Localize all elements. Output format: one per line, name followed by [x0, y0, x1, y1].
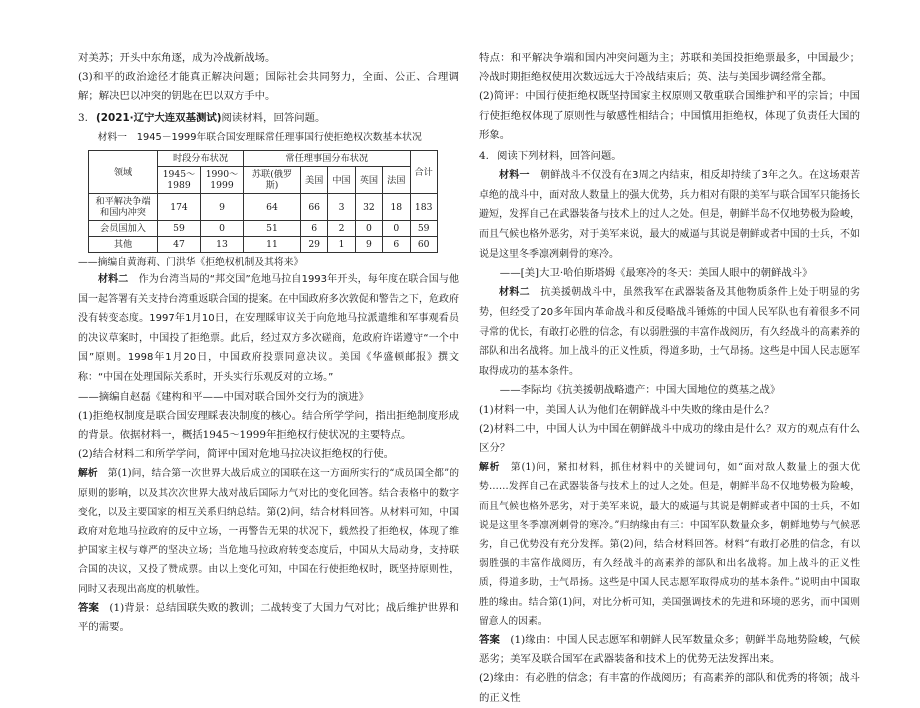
- answer-4: [479, 631, 860, 669]
- table-cell: 60: [410, 237, 437, 253]
- table-cell: 0: [201, 221, 244, 237]
- analysis-text: 第(1)问，紧扣材料，抓住材料中的关键词句，如“面对敌人数量上的强大优势……发挥自己在武器装备与技术上的过人之处。但是，朝鲜半岛不仅地势极为险峻，而且气候也格外恶劣，对于美军来说，最大的威逼与其说是朝鲜或者中国的士兵，不如说是这里冬季凛冽刺骨的寒冷。”归纳缘由有三：中国军队数量众多，朝鲜地势与气候恶劣，自己优势没有充分发挥。第(2)问，结合材料回答。材料“有敢打必胜的信念，有以弱胜强的丰富作战阅历，有久经战斗的高素养的部队和出名战将。加上战斗的正义性质，得道多助，士气昂扬。这些是中国人民志愿军取得成功的基本条件。”说明由中国取胜的缘由。结合第(1)问，对比分析可知，美国强调技术的先进和环境的恶劣，而中国则留意人的因素。: [479, 462, 861, 627]
- material-2: [479, 283, 860, 381]
- prev-answer-end: 对美苏；开头中东角逐，成为冷战新战场。: [78, 52, 276, 64]
- table-cell: 0: [383, 221, 410, 237]
- analysis-label: 解析: [479, 462, 501, 474]
- material-2: [78, 270, 459, 388]
- table-cell: 51: [244, 221, 301, 237]
- answer-text: (1)缘由：中国人民志愿军和朝鲜人民军数量众多；朝鲜半岛地势险峻，气候恶劣；美军及联合国军在武器装备和技术上的优势无法发挥出来。: [479, 634, 861, 666]
- table-cell: 174: [158, 194, 201, 221]
- material-1-text: 朝鲜战斗不仅没有在3周之内结束，相反却持续了3年之久。在这场艰苦卓绝的战斗中，面对敌人数量上的强大优势，兵力相对有限的美军与联合国军只能扬长避短，发挥自己在武器装备与技术上的过人之处。但是，朝鲜半岛不仅地势极为险峻，而且气候也格外恶劣，对于美军来说，最大的威逼与其说是朝鲜或者中国的士兵，不如说是这里冬季凛冽刺骨的寒冷。: [479, 170, 861, 260]
- th-period-1: 1945～1989: [158, 167, 201, 194]
- question-4-1: (1)材料一中，美国人认为他们在朝鲜战斗中失败的缘由是什么？: [479, 403, 775, 416]
- table-cell: 9: [201, 194, 244, 221]
- question-instruction: 阅读材料，回答问题。: [221, 111, 326, 124]
- analysis-label: 解析: [78, 468, 98, 480]
- left-column: [78, 0, 459, 637]
- material-2-label: 材料二: [499, 287, 530, 299]
- table-row: [89, 237, 438, 253]
- material-2-label: 材料二: [98, 274, 129, 286]
- question-number: 4.: [479, 150, 489, 163]
- material-2-source: ——摘编自赵磊《建构和平——中国对联合国外交行为的演进》: [78, 390, 369, 403]
- material-2-source: ——李际均《抗美援朝战略遗产：中国大国地位的奠基之战》: [499, 384, 781, 397]
- th-usa: 美国: [301, 167, 328, 194]
- question-number: 3.: [78, 111, 88, 124]
- row-label: 会员国加入: [89, 221, 158, 237]
- material-1: [479, 166, 860, 264]
- table-cell: 32: [355, 194, 382, 221]
- table-cell: 66: [301, 194, 328, 221]
- th-permanent: 常任理事国分布状况: [244, 151, 411, 167]
- row-label: 其他: [89, 237, 158, 253]
- table-cell: 47: [158, 237, 201, 253]
- th-soviet: 苏联(俄罗斯): [244, 167, 301, 194]
- row-label: 和平解决争端和国内冲突: [89, 194, 158, 221]
- question-instruction: 阅读下列材料，回答问题。: [497, 150, 622, 163]
- table-cell: 64: [244, 194, 301, 221]
- table-cell: 18: [383, 194, 410, 221]
- table-row: [89, 221, 438, 237]
- answer-label: 答案: [78, 601, 99, 614]
- right-column: [479, 0, 860, 708]
- table-cell: 3: [328, 194, 355, 221]
- material-2-text: 作为台湾当局的“邦交国”危地马拉自1993年开头，每年度在联合国与他国一起答署有关支持台湾重返联合国的提案。在中国政府多次敦促和警告之下，危政府没有转变态度。1997年1月10日，在安理睬审议关于向危地马拉派遣维和军事观看员的决议草案时，中国投了拒绝票。此后，经过双方多次磋商，危政府许诺遵守“一个中国”原则。1998年1月20日，中国政府投票同意决议。美国《华盛顿邮报》撰文称：“中国在处理国际关系时，开头实行乐观反对的立场。”: [78, 274, 460, 383]
- analysis-4: [479, 458, 860, 631]
- th-period-2: 1990～1999: [201, 167, 244, 194]
- table-row: [89, 194, 438, 221]
- table-cell: 11: [244, 237, 301, 253]
- th-total: 合计: [410, 151, 437, 194]
- material-1-source: ——摘编自黄海莉、门洪华《拒绝权机制及其将来》: [78, 257, 304, 269]
- th-china: 中国: [328, 167, 355, 194]
- table-cell: 6: [383, 237, 410, 253]
- table-cell: 59: [158, 221, 201, 237]
- answer-3: [78, 599, 459, 637]
- material-1-title: 材料一 1945－1999年联合国安理睬常任理事国行使拒绝权次数基本状况: [97, 131, 422, 143]
- table-cell: 59: [410, 221, 437, 237]
- question-3-1: (1)拒绝权制度是联合国安理睬表决制度的核心。结合所学学问，指出拒绝制度形成的背景。依据材料一，概括1945～1999年拒绝权行使状况的主要特点。: [78, 409, 459, 441]
- question-source: (2021·辽宁大连双基测试): [96, 111, 222, 124]
- analysis-3: [78, 464, 459, 598]
- table-cell: 2: [328, 221, 355, 237]
- material-1-source: ——[美]大卫·哈伯斯塔姆《最寒冷的冬天：美国人眼中的朝鲜战斗》: [499, 267, 813, 280]
- question-4-header: [479, 147, 860, 166]
- table-cell: 1: [328, 237, 355, 253]
- question-3-header: [78, 109, 459, 128]
- th-time: 时段分布状况: [158, 151, 244, 167]
- question-3-2: (2)结合材料二和所学学问，简评中国对危地马拉决议拒绝权的行使。: [78, 448, 395, 461]
- answer-4-part2: (2)缘由：有必胜的信念；有丰富的作战阅历；有高素养的部队和优秀的将领；战斗的正义性: [479, 672, 860, 704]
- th-france: 法国: [383, 167, 410, 194]
- table-cell: 13: [201, 237, 244, 253]
- th-area: 领域: [89, 151, 158, 194]
- material-2-text: 抗美援朝战斗中，虽然我军在武器装备及其他物质条件上处于明显的劣势，但经受了20多年国内革命战斗和反侵略战斗锤炼的中国人民军队也有着很多不同寻常的优长，有敢打必胜的信念，有以弱胜强的丰富作战阅历，有久经战斗的高素养的部队和出名战将。加上战斗的正义性质，得道多助，士气昂扬。这些是中国人民志愿军取得成功的基本条件。: [479, 287, 861, 377]
- table-cell: 183: [410, 194, 437, 221]
- answer-label: 答案: [479, 634, 500, 646]
- analysis-text: 第(1)问，结合第一次世界大战后成立的国联在这一方面所实行的“成员国全都”的原则的影响，以及其次次世界大战对战后国际力气对比的变化回答。结合表格中的数字变化，以及主要国家的相互关系归纳总结。第(2)问，结合材料回答。从材料可知，中国政府对危地马拉政府的反中立场，一再警告无果的状况下，载然投了拒绝权，体现了维护国家主权与尊严的坚决立场；当危地马拉政府转变态度后，中国从大局动身，支持联合国的决议，又投了赞成票。由以上变化可知，中国在行使拒绝权时，既坚持原则性，同时又表现出高度的机敏性。: [78, 468, 459, 595]
- material-1-label: 材料一: [499, 170, 530, 182]
- prev-answer-part3: (3)和平的政治途径才能真正解决问题；国际社会共同努力，全面、公正、合理调解；解决巴以冲突的钥匙在巴以双方手中。: [78, 71, 459, 103]
- table-cell: 6: [301, 221, 328, 237]
- answer-3-part2: (2)简评：中国行使拒绝权既坚持国家主权原则又敬重联合国维护和平的宗旨；中国行使拒绝权体现了原则性与敏感性相结合；中国慎用拒绝权，体现了负责任大国的形象。: [479, 90, 860, 141]
- answer-3-continued: 特点：和平解决争端和国内冲突问题为主；苏联和美国投拒绝票最多，中国最少；冷战时期拒绝权使用次数远远大于冷战结束后；英、法与美国步调经常全都。: [479, 52, 860, 84]
- question-4-2: (2)材料二中，中国人认为中国在朝鲜战斗中成功的缘由是什么？双方的观点有什么区分？: [479, 422, 860, 454]
- table-cell: 0: [355, 221, 382, 237]
- veto-statistics-table: [88, 150, 438, 253]
- th-uk: 英国: [355, 167, 382, 194]
- answer-text: (1)背景：总结国联失败的教训；二战转变了大国力气对比；战后维护世界和平的需要。: [78, 601, 460, 634]
- table-cell: 29: [301, 237, 328, 253]
- table-cell: 9: [355, 237, 382, 253]
